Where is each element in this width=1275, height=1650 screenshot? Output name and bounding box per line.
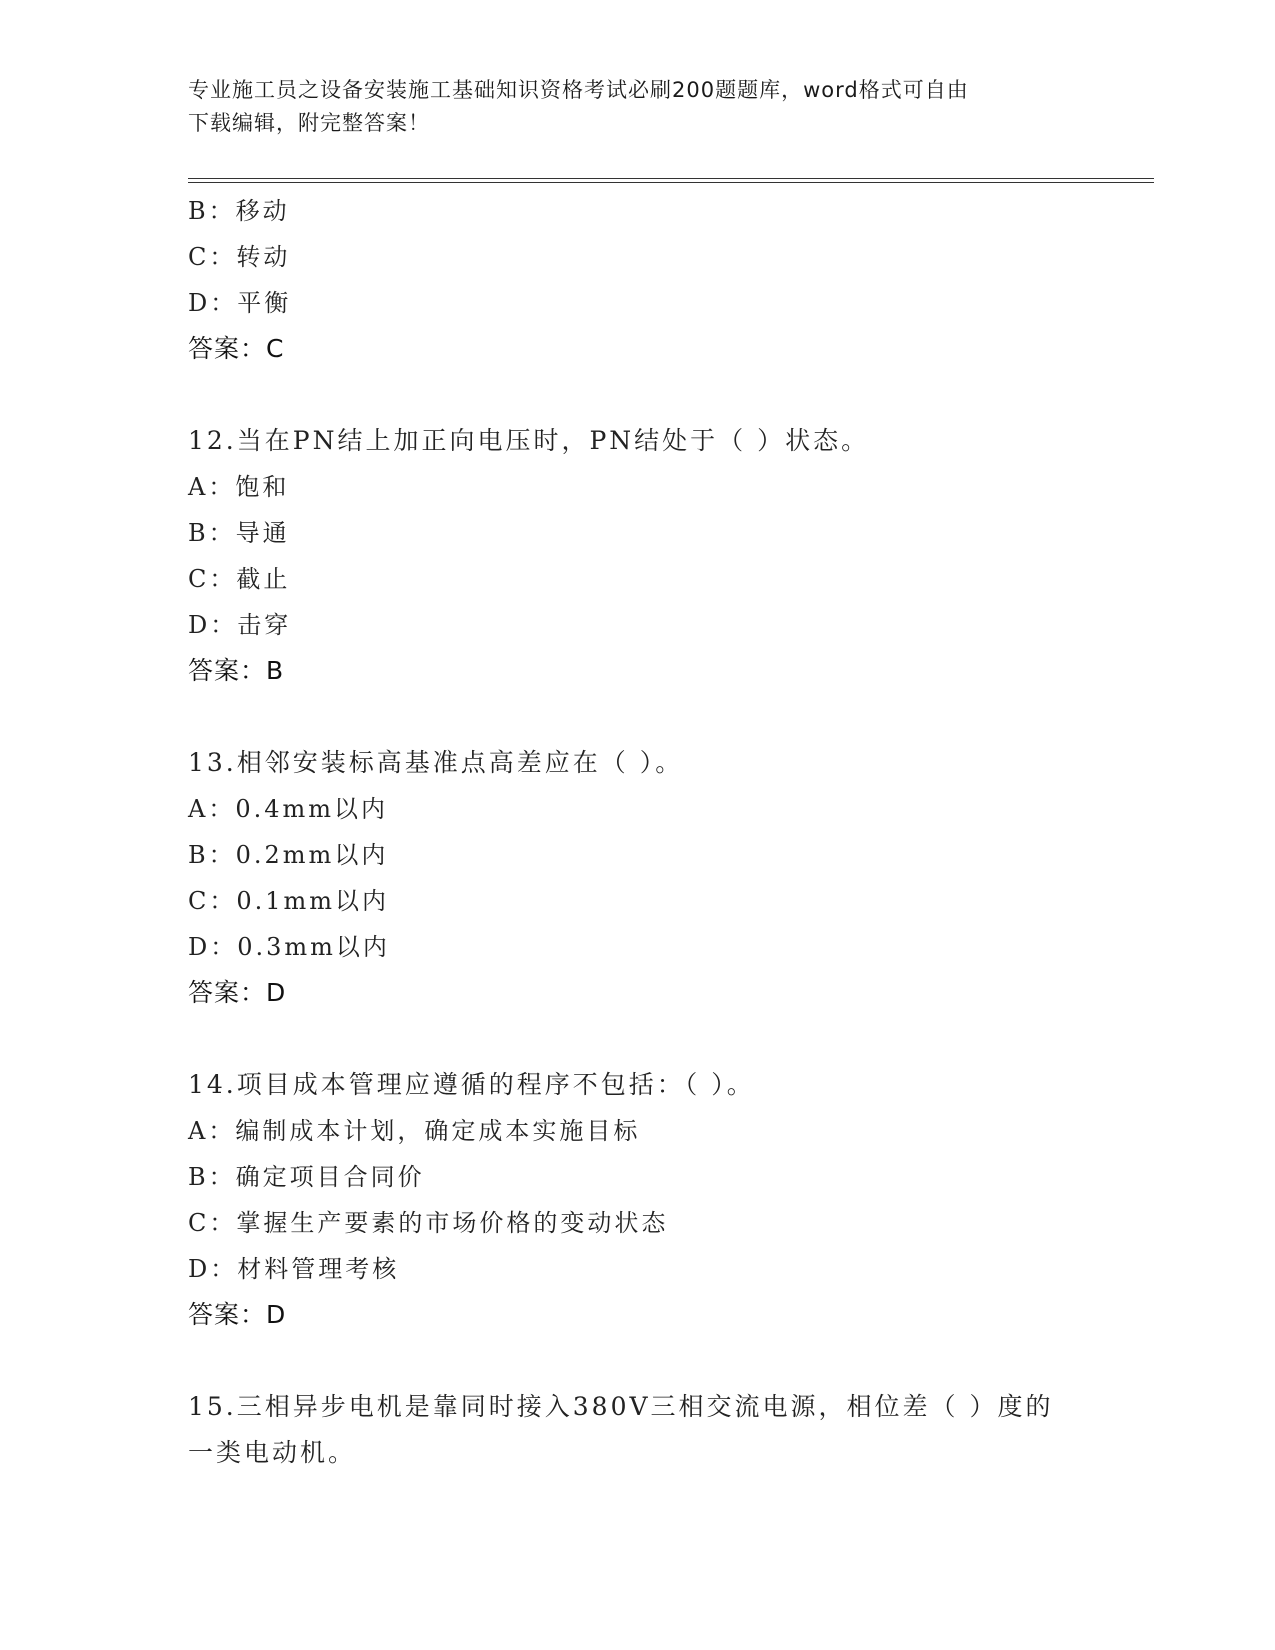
document-header (188, 74, 1088, 140)
option-d: D：击穿 (188, 611, 292, 639)
question-12 (188, 418, 1088, 694)
option-a: A：饱和 (188, 473, 290, 501)
option-c: C：掌握生产要素的市场价格的变动状态 (188, 1209, 669, 1237)
question-11 (188, 188, 1088, 372)
spacer (188, 694, 1088, 740)
answer: 答案：D (188, 1300, 287, 1329)
question-15 (188, 1384, 1088, 1476)
option-a: A：编制成本计划，确定成本实施目标 (188, 1117, 641, 1145)
header-line-2: 下载编辑，附完整答案！ (188, 111, 430, 135)
question-list (188, 188, 1088, 1476)
option-d: D：平衡 (188, 289, 292, 317)
spacer (188, 1016, 1088, 1062)
question-text: 14.项目成本管理应遵循的程序不包括：（ ）。 (188, 1070, 755, 1099)
question-text-line-1: 15.三相异步电机是靠同时接入380V三相交流电源，相位差（ ）度的 (188, 1392, 1054, 1421)
option-d: D：0.3mm以内 (188, 933, 390, 961)
question-text-line-2: 一类电动机。 (188, 1438, 357, 1467)
option-b: B：0.2mm以内 (188, 841, 389, 869)
answer: 答案：C (188, 334, 285, 363)
question-text: 12.当在PN结上加正向电压时，PN结处于（ ）状态。 (188, 426, 870, 455)
answer: 答案：B (188, 656, 285, 685)
spacer (188, 1338, 1088, 1384)
option-a: A：0.4mm以内 (188, 795, 389, 823)
option-c: C：截止 (188, 565, 291, 593)
header-divider-bottom (188, 182, 1154, 183)
option-b: B：确定项目合同价 (188, 1163, 425, 1191)
header-divider-top (188, 178, 1154, 179)
spacer (188, 372, 1088, 418)
option-b: B：移动 (188, 197, 290, 225)
answer: 答案：D (188, 978, 287, 1007)
question-13 (188, 740, 1088, 1016)
question-text: 13.相邻安装标高基准点高差应在（ ）。 (188, 748, 684, 777)
option-d: D：材料管理考核 (188, 1255, 400, 1283)
header-line-1: 专业施工员之设备安装施工基础知识资格考试必刷200题题库，word格式可自由 (188, 78, 969, 102)
question-14 (188, 1062, 1088, 1338)
option-c: C：0.1mm以内 (188, 887, 390, 915)
option-c: C：转动 (188, 243, 291, 271)
option-b: B：导通 (188, 519, 290, 547)
